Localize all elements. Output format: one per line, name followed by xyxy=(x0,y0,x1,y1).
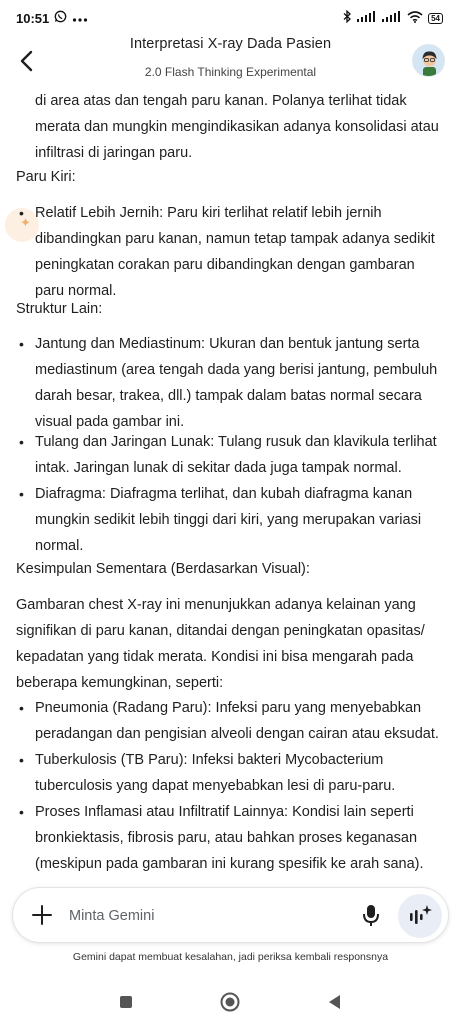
add-button[interactable] xyxy=(29,902,55,928)
wifi-icon xyxy=(407,11,423,26)
system-navigation-bar xyxy=(0,984,461,1020)
chat-title[interactable]: Interpretasi X-ray Dada Pasien xyxy=(129,36,332,52)
bullet-tulang-jaringan-lunak: Tulang dan Jaringan Lunak: Tulang rusuk dan klavikula terlihat intak. Jaringan lunak di sekitar dada juga tampak normal. xyxy=(35,434,437,476)
prompt-input[interactable] xyxy=(69,902,339,930)
bullet-marker: • xyxy=(19,336,24,352)
whatsapp-icon xyxy=(54,10,67,26)
bullet-marker: • xyxy=(19,434,24,450)
recents-button[interactable] xyxy=(114,990,138,1014)
prompt-bar xyxy=(12,887,449,943)
back-nav-button[interactable] xyxy=(322,990,346,1014)
bullet-marker: • xyxy=(19,700,24,716)
response-content xyxy=(0,86,461,880)
heading-struktur-lain: Struktur Lain: xyxy=(16,301,103,317)
triangle-back-icon xyxy=(326,993,342,1011)
status-left xyxy=(16,10,88,26)
microphone-button[interactable] xyxy=(359,902,383,928)
circle-icon xyxy=(219,991,241,1013)
bullet-paru-kiri-jernih: Relatif Lebih Jernih: Paru kiri terlihat relatif lebih jernih dibandingkan paru kanan, namun tetap tampak adanya sedikit peningkatan corakan paru dibandingkan dengan gambaran paru normal. xyxy=(35,205,435,299)
status-right xyxy=(343,10,443,26)
battery-indicator: 54 xyxy=(428,13,443,24)
bluetooth-icon xyxy=(343,10,352,26)
sparkle-icon: ✦ xyxy=(20,215,31,230)
model-name[interactable]: 2.0 Flash Thinking Experimental xyxy=(144,65,317,79)
bullet-marker: • xyxy=(19,752,24,768)
bullet-pneumonia: Pneumonia (Radang Paru): Infeksi paru yang menyebabkan peradangan dan pengisian alveoli dengan cairan atau eksudat. xyxy=(35,700,439,742)
plus-icon xyxy=(29,902,55,928)
paragraph-kesimpulan: Gambaran chest X-ray ini menunjukkan adanya kelainan yang signifikan di paru kanan, ditandai dengan peningkatan opasitas/ kepadatan yang tidak merata. Kondisi ini bisa mengarah pada beberapa kemungkinan, seperti: xyxy=(16,597,425,691)
square-icon xyxy=(118,994,134,1010)
microphone-icon xyxy=(359,902,383,928)
bullet-marker: • xyxy=(19,205,24,221)
sparkle-waveform-icon xyxy=(407,903,433,929)
bullet-proses-inflamasi: Proses Inflamasi atau Infiltratif Lainnya: Kondisi lain seperti bronkiektasis, fibrosis paru, atau bahkan proses keganasan (meskipun pada gambaran ini kurang spesifik ke arah sana). xyxy=(35,804,424,872)
home-button[interactable] xyxy=(218,990,242,1014)
heading-kesimpulan: Kesimpulan Sementara (Berdasarkan Visual): xyxy=(16,561,310,577)
signal-icon-2 xyxy=(382,11,402,25)
heading-paru-kiri: Paru Kiri: xyxy=(16,169,76,185)
disclaimer-text: Gemini dapat membuat kesalahan, jadi periksa kembali responsnya xyxy=(72,951,389,963)
bullet-tuberkulosis: Tuberkulosis (TB Paru): Infeksi bakteri Mycobacterium tuberculosis yang dapat menyebabkan lesi di paru-paru. xyxy=(35,752,396,794)
app-header xyxy=(0,36,461,86)
status-time: 10:51 xyxy=(16,10,50,26)
more-notifications-icon xyxy=(72,11,88,26)
bullet-jantung-mediastinum: Jantung dan Mediastinum: Ukuran dan bentuk jantung serta mediastinum (area tengah dada yang berisi jantung, pembuluh darah besar, trakea, dll.) tampak dalam batas normal secara visual pada gambar ini. xyxy=(35,336,438,430)
bullet-diafragma: Diafragma: Diafragma terlihat, dan kubah diafragma kanan mungkin sedikit lebih tinggi dari kiri, yang merupakan variasi normal. xyxy=(35,486,422,554)
bullet-marker: • xyxy=(19,486,24,502)
live-button[interactable] xyxy=(398,894,442,938)
bullet-marker: • xyxy=(19,804,24,820)
paragraph-paru-kanan-cont: di area atas dan tengah paru kanan. Polanya terlihat tidak merata dan mungkin mengindikasikan adanya konsolidasi atau infiltrasi di jaringan paru. xyxy=(35,93,439,161)
signal-icon-1 xyxy=(357,11,377,25)
avatar[interactable] xyxy=(412,44,445,77)
status-bar xyxy=(0,0,461,36)
